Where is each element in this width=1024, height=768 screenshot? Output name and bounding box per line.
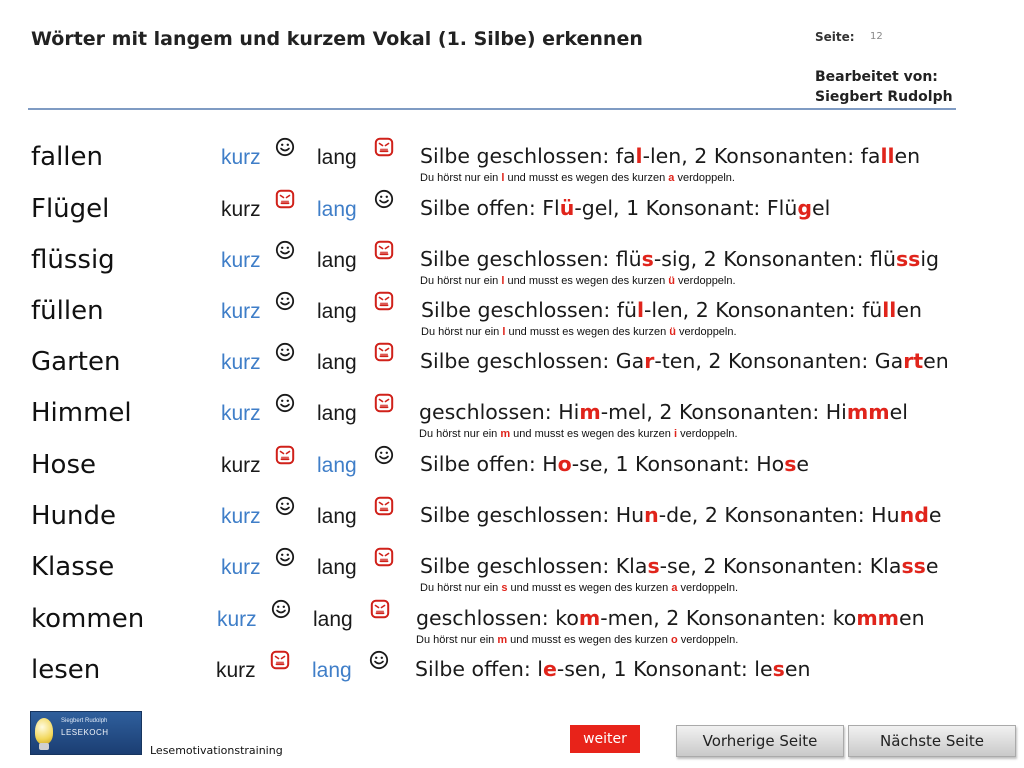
word: Flügel xyxy=(31,194,110,224)
text-segment: verdoppeln. xyxy=(676,326,737,338)
text-segment: en xyxy=(896,298,922,322)
text-segment: und musst es wegen des kurzen xyxy=(504,275,669,287)
text-segment: verdoppeln. xyxy=(677,582,738,594)
previous-page-button[interactable]: Vorherige Seite xyxy=(676,725,844,757)
frowny-icon xyxy=(270,650,290,670)
page-title: Wörter mit langem und kurzem Vokal (1. Silbe) erkennen xyxy=(31,28,643,50)
option-kurz[interactable]: kurz xyxy=(221,198,261,221)
text-segment: Silbe geschlossen: fü xyxy=(421,298,637,322)
highlight-letters: ü xyxy=(559,196,575,220)
option-lang[interactable]: lang xyxy=(317,300,357,323)
highlight-letters: m xyxy=(579,400,601,424)
doubling-hint xyxy=(420,582,738,594)
option-kurz[interactable]: kurz xyxy=(217,608,257,631)
text-segment: -gel, 1 Konsonant: Flü xyxy=(574,196,798,220)
logo-author: Siegbert Rudolph xyxy=(61,718,108,724)
edited-by-label: Bearbeitet von: xyxy=(815,69,938,85)
option-lang[interactable]: lang xyxy=(317,249,357,272)
smiley-icon xyxy=(275,393,295,413)
text-segment: geschlossen: ko xyxy=(416,606,579,630)
text-segment: -se, 1 Konsonant: Ho xyxy=(571,452,785,476)
highlight-letters: l xyxy=(502,326,506,338)
text-segment: Silbe geschlossen: fa xyxy=(420,144,636,168)
text-segment: und musst es wegen des kurzen xyxy=(504,172,669,184)
highlight-letters: rt xyxy=(903,349,924,373)
option-kurz[interactable]: kurz xyxy=(221,249,261,272)
highlight-letters: ss xyxy=(901,554,926,578)
highlight-letters: o xyxy=(557,452,572,476)
smiley-icon xyxy=(275,496,295,516)
smiley-icon xyxy=(369,650,389,670)
exercise-row xyxy=(0,296,1024,346)
text-segment: Du hörst nur ein xyxy=(420,275,502,287)
word: flüssig xyxy=(31,245,115,275)
text-segment: Silbe offen: Fl xyxy=(420,196,560,220)
highlight-letters: a xyxy=(668,172,675,184)
doubling-hint xyxy=(421,326,737,338)
syllable-rule xyxy=(420,144,920,168)
highlight-letters: m xyxy=(500,428,511,440)
frowny-icon xyxy=(370,599,390,619)
option-kurz[interactable]: kurz xyxy=(221,351,261,374)
text-segment: -sig, 2 Konsonanten: flü xyxy=(653,247,896,271)
syllable-rule xyxy=(420,554,938,578)
highlight-letters: i xyxy=(673,428,678,440)
text-segment: verdoppeln. xyxy=(677,428,738,440)
edited-by xyxy=(815,67,953,107)
doubling-hint xyxy=(420,275,736,287)
highlight-letters: mm xyxy=(856,606,900,630)
syllable-rule xyxy=(416,606,925,630)
frowny-icon xyxy=(275,445,295,465)
text-segment: -sen, 1 Konsonant: le xyxy=(556,657,773,681)
editor-name: Siegbert Rudolph xyxy=(815,89,953,105)
smiley-icon xyxy=(275,137,295,157)
syllable-rule xyxy=(421,298,922,322)
word: Klasse xyxy=(31,552,115,582)
frowny-icon xyxy=(374,137,394,157)
syllable-rule xyxy=(420,452,809,476)
option-kurz[interactable]: kurz xyxy=(221,300,261,323)
text-segment: e xyxy=(796,452,810,476)
highlight-letters: l xyxy=(636,298,644,322)
text-segment: -len, 2 Konsonanten: fü xyxy=(643,298,883,322)
exercise-row xyxy=(0,142,1024,192)
text-segment: e xyxy=(925,554,939,578)
highlight-letters: ü xyxy=(669,326,676,338)
smiley-icon xyxy=(275,240,295,260)
page-number: 12 xyxy=(870,31,883,42)
frowny-icon xyxy=(275,189,295,209)
word: Himmel xyxy=(31,398,132,428)
syllable-rule xyxy=(420,196,830,220)
logo xyxy=(30,711,142,755)
highlight-letters: m xyxy=(578,606,601,630)
frowny-icon xyxy=(374,291,394,311)
highlight-letters: g xyxy=(797,196,813,220)
option-lang[interactable]: lang xyxy=(317,505,357,528)
exercise-row xyxy=(0,450,1024,500)
exercise-row xyxy=(0,398,1024,448)
syllable-rule xyxy=(420,247,939,271)
page-label: Seite: xyxy=(815,30,855,44)
text-segment: und musst es wegen des kurzen xyxy=(505,326,670,338)
exercise-row xyxy=(0,604,1024,654)
highlight-letters: s xyxy=(641,247,654,271)
option-kurz[interactable]: kurz xyxy=(221,454,261,477)
highlight-letters: l xyxy=(501,172,505,184)
lightbulb-icon xyxy=(35,718,53,744)
text-segment: ig xyxy=(920,247,940,271)
text-segment: und musst es wegen des kurzen xyxy=(507,582,672,594)
highlight-letters: s xyxy=(501,582,508,594)
syllable-rule xyxy=(419,400,908,424)
text-segment: en xyxy=(899,606,925,630)
logo-brand: LESEKOCH xyxy=(61,728,109,737)
smiley-icon xyxy=(275,342,295,362)
text-segment: -se, 2 Konsonanten: Kla xyxy=(659,554,902,578)
highlight-letters: n xyxy=(644,503,659,527)
smiley-icon xyxy=(271,599,291,619)
highlight-letters: nd xyxy=(899,503,929,527)
footer-caption: Lesemotivationstraining xyxy=(150,744,283,757)
option-lang[interactable]: lang xyxy=(317,556,357,579)
header-divider xyxy=(28,108,956,110)
smiley-icon xyxy=(275,291,295,311)
option-kurz[interactable]: kurz xyxy=(221,146,261,169)
text-segment: und musst es wegen des kurzen xyxy=(510,428,674,440)
exercise-row xyxy=(0,347,1024,397)
highlight-letters: ll xyxy=(882,298,897,322)
text-segment: en xyxy=(923,349,949,373)
text-segment: Silbe geschlossen: Hu xyxy=(420,503,645,527)
highlight-letters: e xyxy=(542,657,557,681)
word: lesen xyxy=(31,655,101,685)
syllable-rule xyxy=(420,349,949,373)
text-segment: -de, 2 Konsonanten: Hu xyxy=(658,503,900,527)
text-segment: el xyxy=(812,196,831,220)
exercise-row xyxy=(0,194,1024,244)
highlight-letters: ss xyxy=(895,247,921,271)
text-segment: el xyxy=(889,400,908,424)
option-lang[interactable]: lang xyxy=(317,198,357,221)
highlight-letters: o xyxy=(670,634,678,646)
text-segment: verdoppeln. xyxy=(675,275,736,287)
text-segment: verdoppeln. xyxy=(677,634,739,646)
highlight-letters: m xyxy=(497,634,508,646)
frowny-icon xyxy=(374,496,394,516)
option-lang[interactable]: lang xyxy=(317,454,357,477)
text-segment: Du hörst nur ein xyxy=(420,172,502,184)
option-kurz[interactable]: kurz xyxy=(221,402,261,425)
frowny-icon xyxy=(374,342,394,362)
syllable-rule xyxy=(420,503,942,527)
frowny-icon xyxy=(374,393,394,413)
option-lang[interactable]: lang xyxy=(313,608,353,631)
word: kommen xyxy=(31,604,145,634)
text-segment: und musst es wegen des kurzen xyxy=(507,634,671,646)
highlight-letters: r xyxy=(644,349,655,373)
text-segment: verdoppeln. xyxy=(674,172,735,184)
text-segment: geschlossen: Hi xyxy=(419,400,580,424)
text-segment: Silbe offen: H xyxy=(420,452,558,476)
smiley-icon xyxy=(374,189,394,209)
exercise-row xyxy=(0,245,1024,295)
text-segment: Silbe geschlossen: Ga xyxy=(420,349,645,373)
option-kurz[interactable]: kurz xyxy=(216,659,256,682)
word: Hunde xyxy=(31,501,117,531)
option-lang[interactable]: lang xyxy=(317,402,357,425)
frowny-icon xyxy=(374,547,394,567)
text-segment: Du hörst nur ein xyxy=(419,428,501,440)
highlight-letters: l xyxy=(635,144,643,168)
text-segment: -men, 2 Konsonanten: ko xyxy=(600,606,857,630)
text-segment: -len, 2 Konsonanten: fa xyxy=(642,144,881,168)
highlight-letters: l xyxy=(501,275,505,287)
exercise-row xyxy=(0,552,1024,602)
exercise-row xyxy=(0,501,1024,551)
smiley-icon xyxy=(374,445,394,465)
highlight-letters: mm xyxy=(846,400,890,424)
word: Hose xyxy=(31,450,96,480)
option-lang[interactable]: lang xyxy=(312,659,352,682)
text-segment: -ten, 2 Konsonanten: Ga xyxy=(654,349,904,373)
text-segment: Du hörst nur ein xyxy=(421,326,503,338)
doubling-hint xyxy=(419,428,738,440)
text-segment: en xyxy=(784,657,811,681)
text-segment: en xyxy=(894,144,921,168)
exercise-row xyxy=(0,655,1024,705)
text-segment: Silbe offen: l xyxy=(415,657,543,681)
option-kurz[interactable]: kurz xyxy=(221,556,261,579)
doubling-hint xyxy=(416,634,738,646)
smiley-icon xyxy=(275,547,295,567)
highlight-letters: ü xyxy=(668,275,675,287)
weiter-button[interactable]: weiter xyxy=(570,725,640,753)
text-segment: Silbe geschlossen: Kla xyxy=(420,554,648,578)
highlight-letters: s xyxy=(772,657,785,681)
option-kurz[interactable]: kurz xyxy=(221,505,261,528)
text-segment: e xyxy=(928,503,942,527)
highlight-letters: a xyxy=(671,582,678,594)
text-segment: Du hörst nur ein xyxy=(420,582,502,594)
option-lang[interactable]: lang xyxy=(317,351,357,374)
word: fallen xyxy=(31,142,104,172)
frowny-icon xyxy=(374,240,394,260)
text-segment: Silbe geschlossen: flü xyxy=(420,247,642,271)
next-page-button[interactable]: Nächste Seite xyxy=(848,725,1016,757)
highlight-letters: ll xyxy=(880,144,895,168)
word: Garten xyxy=(31,347,121,377)
text-segment: -mel, 2 Konsonanten: Hi xyxy=(600,400,847,424)
syllable-rule xyxy=(415,657,810,681)
word: füllen xyxy=(31,296,104,326)
highlight-letters: s xyxy=(784,452,797,476)
doubling-hint xyxy=(420,172,735,184)
highlight-letters: s xyxy=(647,554,660,578)
option-lang[interactable]: lang xyxy=(317,146,357,169)
lightbulb-base xyxy=(39,743,49,750)
text-segment: Du hörst nur ein xyxy=(416,634,498,646)
